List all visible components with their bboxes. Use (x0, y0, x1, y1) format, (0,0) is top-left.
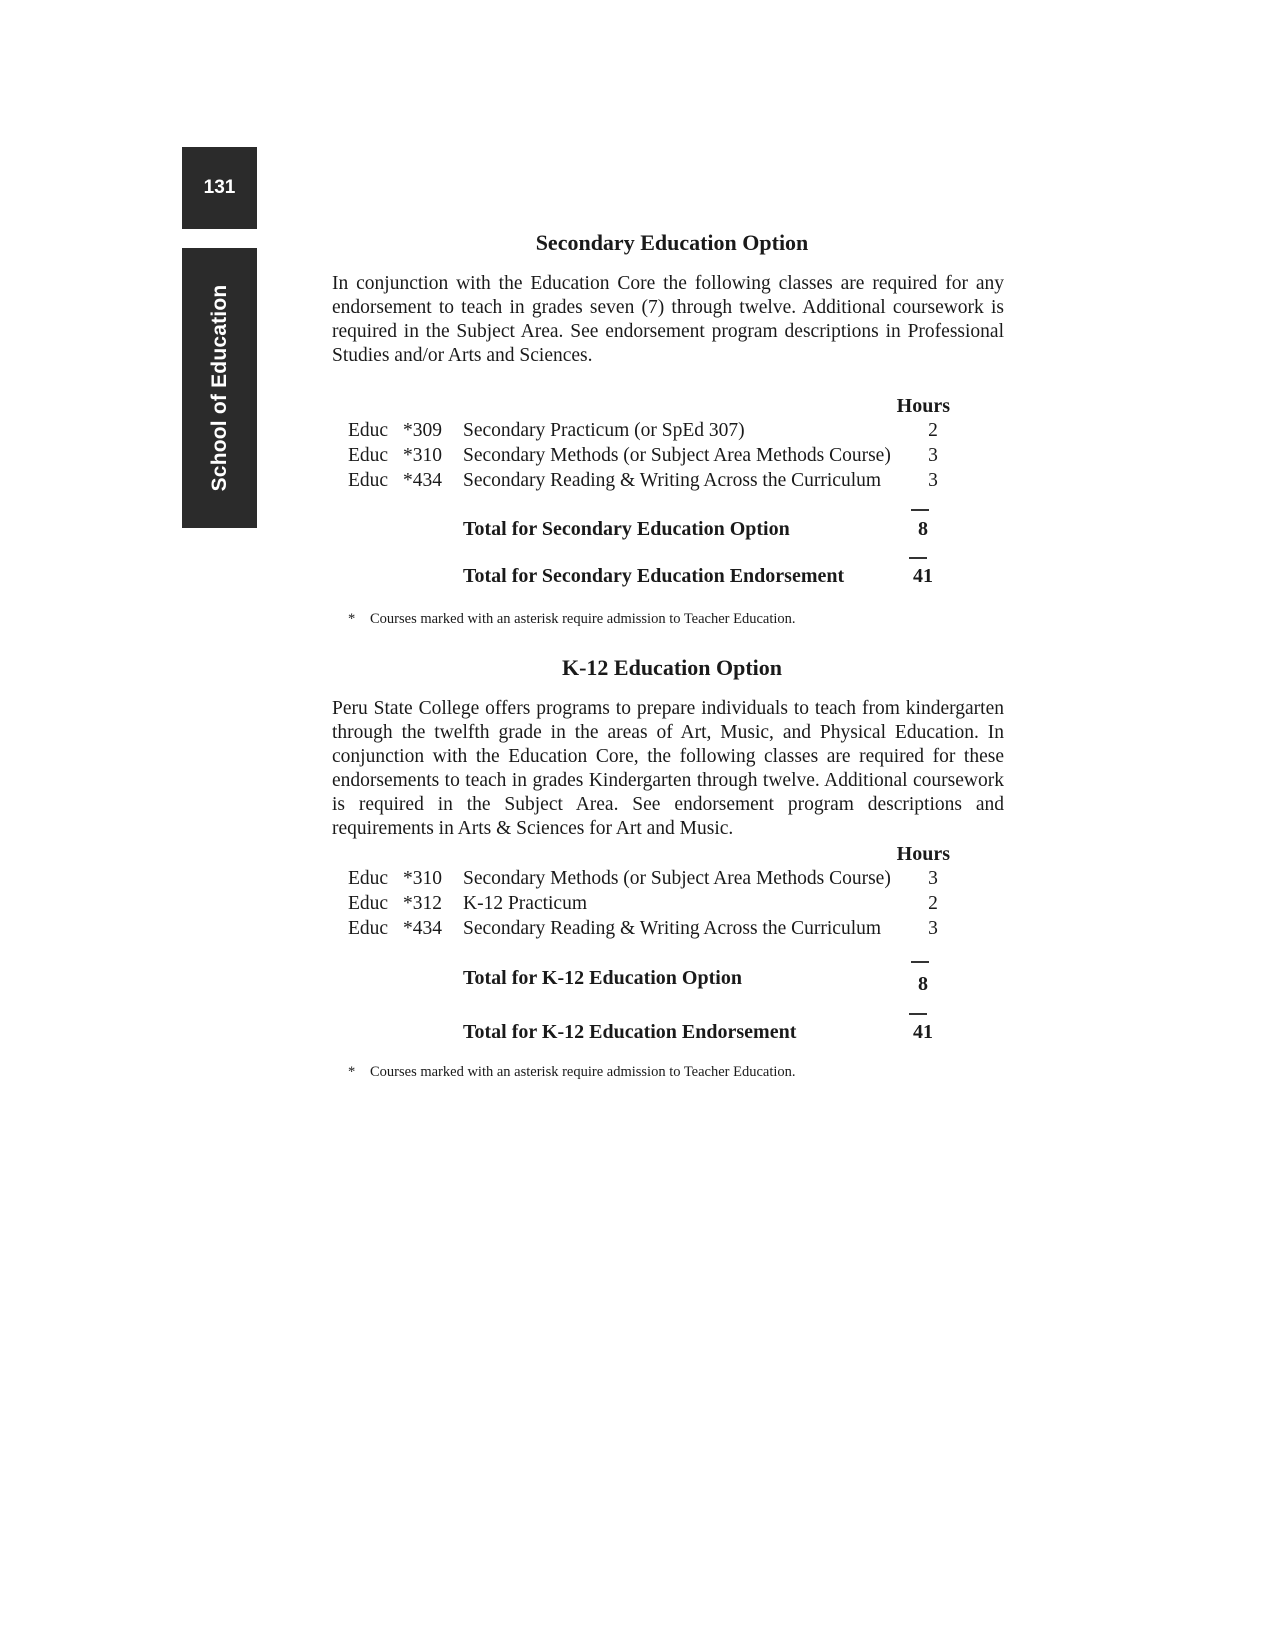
total-row-option (463, 967, 958, 995)
course-title: Secondary Methods (or Subject Area Methods Course) (463, 445, 891, 466)
course-hours: 3 (928, 868, 938, 889)
course-row (348, 470, 958, 495)
secondary-hours-header: Hours (896, 395, 950, 417)
total-label: Total for K-12 Education Endorsement (463, 1021, 797, 1043)
course-number: *434 (403, 470, 442, 491)
course-number: *434 (403, 918, 442, 939)
course-dept: Educ (348, 893, 389, 914)
course-title: Secondary Practicum (or SpEd 307) (463, 420, 745, 441)
course-row (348, 445, 958, 470)
course-dept: Educ (348, 445, 389, 466)
footnote-asterisk: * (348, 1064, 356, 1080)
k12-heading: K-12 Education Option (561, 655, 783, 680)
total-value: 8 (918, 518, 928, 540)
course-hours: 3 (928, 470, 938, 491)
course-number: *310 (403, 868, 442, 889)
course-number: *309 (403, 420, 442, 441)
course-hours: 2 (928, 420, 938, 441)
total-label: Total for Secondary Education Endorsement (463, 565, 845, 587)
total-label: Total for K-12 Education Option (463, 967, 742, 989)
course-hours: 3 (928, 918, 938, 939)
page-number-tab (182, 147, 257, 229)
k12-hours-header: Hours (896, 843, 950, 865)
course-title: Secondary Methods (or Subject Area Methods Course) (463, 868, 891, 889)
section-label: School of Education (207, 284, 231, 492)
course-dept: Educ (348, 470, 389, 491)
course-dept: Educ (348, 420, 389, 441)
footnote-asterisk: * (348, 611, 356, 627)
total-row-endorsement (463, 1021, 958, 1049)
secondary-paragraph: In conjunction with the Education Core the following classes are required for any endorsement to teach in grades seven (7) through twelve. Additional coursework is required in the Subject Area. See endorsement program descriptions in Professional Studies and/or Arts and Sciences. (332, 273, 1004, 366)
course-hours: 2 (928, 893, 938, 914)
course-dept: Educ (348, 868, 389, 889)
total-value: 41 (913, 1021, 933, 1043)
footnote-text: Courses marked with an asterisk require admission to Teacher Education. (370, 611, 796, 627)
total-row-endorsement (463, 565, 958, 593)
total-row-option (463, 518, 958, 546)
course-dept: Educ (348, 918, 389, 939)
page-number: 131 (203, 177, 236, 198)
course-title: Secondary Reading & Writing Across the Curriculum (463, 918, 882, 939)
course-title: K-12 Practicum (463, 893, 588, 914)
course-row (348, 918, 958, 943)
total-label: Total for Secondary Education Option (463, 518, 790, 540)
footnote-text: Courses marked with an asterisk require admission to Teacher Education. (370, 1064, 796, 1080)
course-number: *312 (403, 893, 442, 914)
subtotal-rule (911, 509, 929, 511)
total-value: 41 (913, 565, 933, 587)
footnote (348, 611, 796, 628)
course-hours: 3 (928, 445, 938, 466)
course-row (348, 893, 958, 918)
total-rule (909, 1013, 927, 1015)
subtotal-rule (911, 961, 929, 963)
footnote (348, 1064, 796, 1081)
total-value: 8 (918, 973, 928, 995)
k12-paragraph: Peru State College offers programs to prepare individuals to teach from kindergarten through the twelfth grade in the areas of Art, Music, and Physical Education. In conjunction with the Education Core, the following classes are required for these endorsements to teach in grades Kindergarten through twelve. Additional coursework is required in the Subject Area. See endorsement program descriptions and requirements in Arts & Sciences for Art and Music. (332, 698, 1004, 839)
total-rule (909, 557, 927, 559)
section-tab (182, 248, 257, 528)
course-row (348, 420, 958, 445)
secondary-heading: Secondary Education Option (535, 230, 809, 255)
course-number: *310 (403, 445, 442, 466)
course-title: Secondary Reading & Writing Across the Curriculum (463, 470, 882, 491)
course-row (348, 868, 958, 893)
